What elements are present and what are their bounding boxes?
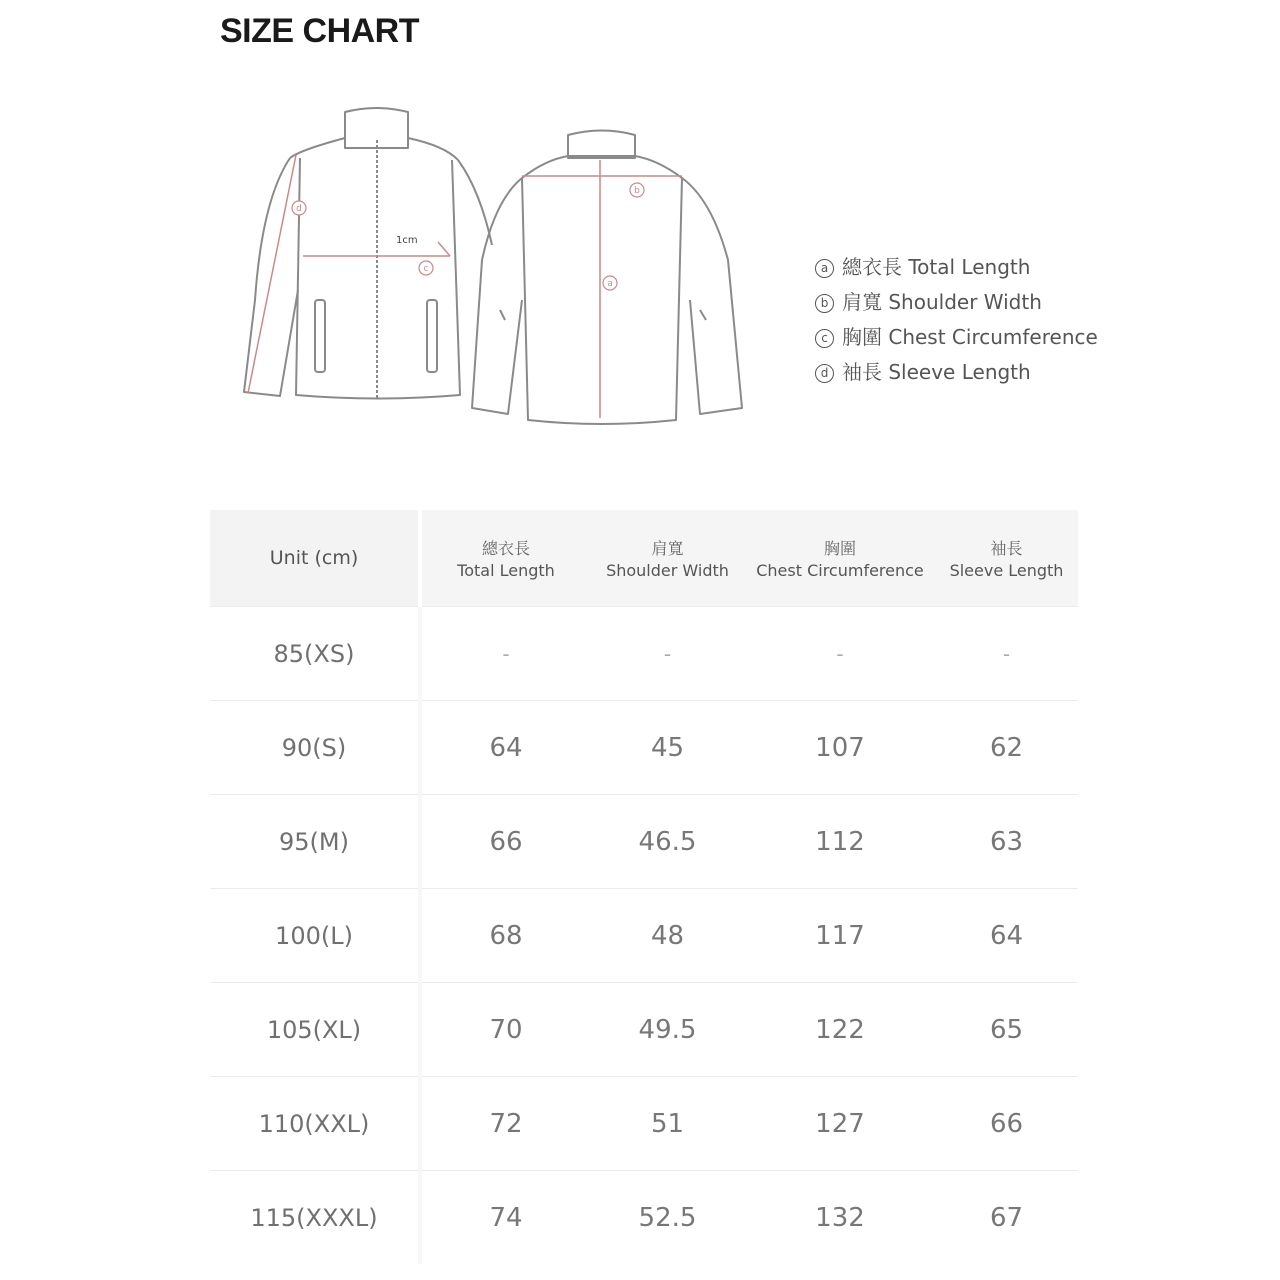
marker-a-label: a	[607, 279, 613, 289]
legend-zh: 肩寬	[842, 290, 882, 314]
sleeve-length-cell: -	[935, 607, 1078, 701]
sleeve-length-cell: 64	[935, 889, 1078, 983]
chest-offset-marker	[438, 242, 450, 256]
shoulder-width-cell: 49.5	[590, 983, 745, 1077]
table-row	[210, 1171, 1078, 1265]
table-row	[210, 701, 1078, 795]
size-cell: 85(XS)	[210, 607, 420, 701]
jacket-diagram	[0, 0, 1280, 480]
marker-d-label: d	[296, 204, 302, 214]
sleeve-length-cell: 65	[935, 983, 1078, 1077]
shoulder-width-cell: 51	[590, 1077, 745, 1171]
chest-circumference-cell: 117	[745, 889, 935, 983]
jacket-front-illustration	[244, 108, 492, 400]
measurement-markers	[292, 183, 644, 290]
column-header-zh: 胸圍	[823, 539, 856, 558]
total-length-cell: -	[420, 607, 590, 701]
legend-item-shoulder-width	[815, 287, 1098, 322]
chest-circumference-cell: 127	[745, 1077, 935, 1171]
table-row	[210, 983, 1078, 1077]
total-length-cell: 72	[420, 1077, 590, 1171]
table-row	[210, 795, 1078, 889]
sleeve-length-cell: 63	[935, 795, 1078, 889]
legend-en: Sleeve Length	[888, 360, 1031, 384]
legend-item-total-length	[815, 252, 1098, 287]
sleeve-length-cell: 67	[935, 1171, 1078, 1265]
chest-circumference-cell: 122	[745, 983, 935, 1077]
legend-zh: 總衣長	[842, 255, 902, 279]
column-header-en: Sleeve Length	[949, 561, 1064, 580]
size-cell: 100(L)	[210, 889, 420, 983]
chest-circumference-cell: 107	[745, 701, 935, 795]
legend-mark: a	[815, 259, 834, 278]
size-cell: 95(M)	[210, 795, 420, 889]
legend-item-chest-circumference	[815, 322, 1098, 357]
chest-circumference-cell: 132	[745, 1171, 935, 1265]
column-header-zh: 肩寬	[651, 539, 684, 558]
column-header-chest-circumference	[745, 510, 935, 607]
table-row	[210, 889, 1078, 983]
total-length-cell: 70	[420, 983, 590, 1077]
table-row	[210, 607, 1078, 701]
shoulder-width-cell: 46.5	[590, 795, 745, 889]
shoulder-width-cell: -	[590, 607, 745, 701]
legend-mark: d	[815, 364, 834, 383]
marker-b-label: b	[634, 186, 640, 196]
legend-en: Chest Circumference	[888, 325, 1098, 349]
size-cell: 105(XL)	[210, 983, 420, 1077]
chest-offset-note: 1cm	[396, 235, 418, 246]
measurement-lines	[248, 155, 682, 418]
shoulder-width-cell: 52.5	[590, 1171, 745, 1265]
column-header-total-length	[420, 510, 590, 607]
chest-circumference-cell: -	[745, 607, 935, 701]
measurement-legend	[815, 252, 1098, 392]
page-title: SIZE CHART	[220, 12, 419, 50]
shoulder-width-cell: 48	[590, 889, 745, 983]
sleeve-length-line	[248, 155, 296, 393]
column-header-en: Chest Circumference	[756, 561, 924, 580]
size-cell: 110(XXL)	[210, 1077, 420, 1171]
shoulder-width-cell: 45	[590, 701, 745, 795]
total-length-cell: 64	[420, 701, 590, 795]
legend-en: Total Length	[908, 255, 1031, 279]
sleeve-length-cell: 66	[935, 1077, 1078, 1171]
size-cell: 90(S)	[210, 701, 420, 795]
legend-en: Shoulder Width	[888, 290, 1042, 314]
column-header-en: Shoulder Width	[606, 561, 729, 580]
total-length-cell: 66	[420, 795, 590, 889]
sleeve-length-cell: 62	[935, 701, 1078, 795]
marker-c-label: c	[423, 264, 429, 274]
unit-header: Unit (cm)	[210, 510, 420, 607]
legend-mark: c	[815, 329, 834, 348]
total-length-cell: 68	[420, 889, 590, 983]
column-header-zh: 總衣長	[481, 539, 530, 558]
total-length-cell: 74	[420, 1171, 590, 1265]
chest-circumference-cell: 112	[745, 795, 935, 889]
size-table	[210, 510, 1078, 1264]
size-cell: 115(XXXL)	[210, 1171, 420, 1265]
legend-zh: 袖長	[842, 360, 882, 384]
column-header-en: Total Length	[457, 561, 555, 580]
column-header-shoulder-width	[590, 510, 745, 607]
legend-item-sleeve-length	[815, 357, 1098, 392]
column-header-sleeve-length	[935, 510, 1078, 607]
legend-zh: 胸圍	[842, 325, 882, 349]
table-header-row	[210, 510, 1078, 607]
column-header-zh: 袖長	[990, 539, 1023, 558]
table-row	[210, 1077, 1078, 1171]
legend-mark: b	[815, 294, 834, 313]
